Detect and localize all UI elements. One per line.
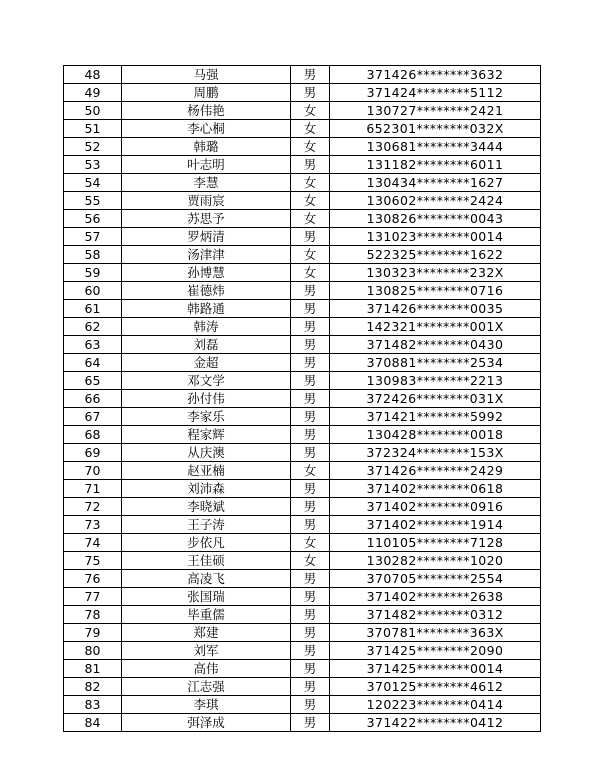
name-cell: 苏思予 bbox=[122, 210, 291, 228]
gender-cell: 女 bbox=[291, 138, 330, 156]
row-number-cell: 65 bbox=[64, 372, 122, 390]
row-number-cell: 51 bbox=[64, 120, 122, 138]
id-number-cell: 130428********0018 bbox=[330, 426, 541, 444]
name-cell: 张国瑞 bbox=[122, 588, 291, 606]
name-cell: 赵亚楠 bbox=[122, 462, 291, 480]
name-cell: 郑建 bbox=[122, 624, 291, 642]
table-row bbox=[64, 210, 541, 228]
id-number-cell: 370781********363X bbox=[330, 624, 541, 642]
id-number-cell: 130681********3444 bbox=[330, 138, 541, 156]
gender-cell: 男 bbox=[291, 282, 330, 300]
id-number-cell: 371402********0916 bbox=[330, 498, 541, 516]
id-number-cell: 110105********7128 bbox=[330, 534, 541, 552]
name-cell: 马强 bbox=[122, 66, 291, 84]
name-cell: 汤津津 bbox=[122, 246, 291, 264]
table-row bbox=[64, 264, 541, 282]
row-number-cell: 50 bbox=[64, 102, 122, 120]
table-row bbox=[64, 354, 541, 372]
gender-cell: 女 bbox=[291, 552, 330, 570]
table-row bbox=[64, 426, 541, 444]
table-row bbox=[64, 300, 541, 318]
row-number-cell: 76 bbox=[64, 570, 122, 588]
table-row bbox=[64, 282, 541, 300]
table-row bbox=[64, 192, 541, 210]
id-number-cell: 131023********0014 bbox=[330, 228, 541, 246]
name-cell: 孙付伟 bbox=[122, 390, 291, 408]
row-number-cell: 52 bbox=[64, 138, 122, 156]
gender-cell: 女 bbox=[291, 264, 330, 282]
gender-cell: 男 bbox=[291, 714, 330, 732]
gender-cell: 男 bbox=[291, 336, 330, 354]
row-number-cell: 66 bbox=[64, 390, 122, 408]
table-row bbox=[64, 660, 541, 678]
row-number-cell: 55 bbox=[64, 192, 122, 210]
id-number-cell: 370705********2554 bbox=[330, 570, 541, 588]
row-number-cell: 71 bbox=[64, 480, 122, 498]
id-number-cell: 371426********3632 bbox=[330, 66, 541, 84]
table-row bbox=[64, 570, 541, 588]
row-number-cell: 59 bbox=[64, 264, 122, 282]
row-number-cell: 67 bbox=[64, 408, 122, 426]
id-number-cell: 120223********0414 bbox=[330, 696, 541, 714]
name-cell: 杨伟艳 bbox=[122, 102, 291, 120]
id-number-cell: 130983********2213 bbox=[330, 372, 541, 390]
row-number-cell: 77 bbox=[64, 588, 122, 606]
name-cell: 李心桐 bbox=[122, 120, 291, 138]
id-number-cell: 372426********031X bbox=[330, 390, 541, 408]
name-cell: 韩涛 bbox=[122, 318, 291, 336]
id-number-cell: 371402********0618 bbox=[330, 480, 541, 498]
gender-cell: 男 bbox=[291, 606, 330, 624]
table-row bbox=[64, 462, 541, 480]
name-cell: 高凌飞 bbox=[122, 570, 291, 588]
table-row bbox=[64, 408, 541, 426]
name-cell: 李琪 bbox=[122, 696, 291, 714]
table-row bbox=[64, 228, 541, 246]
table-row bbox=[64, 534, 541, 552]
id-number-cell: 371421********5992 bbox=[330, 408, 541, 426]
name-cell: 李晓斌 bbox=[122, 498, 291, 516]
id-number-cell: 370125********4612 bbox=[330, 678, 541, 696]
name-cell: 孙博慧 bbox=[122, 264, 291, 282]
id-number-cell: 370881********2534 bbox=[330, 354, 541, 372]
row-number-cell: 57 bbox=[64, 228, 122, 246]
table-row bbox=[64, 156, 541, 174]
row-number-cell: 69 bbox=[64, 444, 122, 462]
roster-table-body bbox=[64, 66, 541, 732]
id-number-cell: 371426********2429 bbox=[330, 462, 541, 480]
name-cell: 李家乐 bbox=[122, 408, 291, 426]
table-row bbox=[64, 120, 541, 138]
row-number-cell: 83 bbox=[64, 696, 122, 714]
gender-cell: 男 bbox=[291, 372, 330, 390]
table-row bbox=[64, 372, 541, 390]
name-cell: 程家辉 bbox=[122, 426, 291, 444]
name-cell: 弭泽成 bbox=[122, 714, 291, 732]
table-row bbox=[64, 390, 541, 408]
table-row bbox=[64, 624, 541, 642]
id-number-cell: 372324********153X bbox=[330, 444, 541, 462]
row-number-cell: 79 bbox=[64, 624, 122, 642]
gender-cell: 女 bbox=[291, 120, 330, 138]
gender-cell: 男 bbox=[291, 624, 330, 642]
name-cell: 从庆澳 bbox=[122, 444, 291, 462]
gender-cell: 男 bbox=[291, 84, 330, 102]
name-cell: 邓文学 bbox=[122, 372, 291, 390]
row-number-cell: 64 bbox=[64, 354, 122, 372]
table-row bbox=[64, 714, 541, 732]
name-cell: 王佳硕 bbox=[122, 552, 291, 570]
id-number-cell: 130727********2421 bbox=[330, 102, 541, 120]
name-cell: 王子涛 bbox=[122, 516, 291, 534]
table-row bbox=[64, 696, 541, 714]
row-number-cell: 58 bbox=[64, 246, 122, 264]
gender-cell: 女 bbox=[291, 102, 330, 120]
name-cell: 刘军 bbox=[122, 642, 291, 660]
row-number-cell: 62 bbox=[64, 318, 122, 336]
gender-cell: 男 bbox=[291, 570, 330, 588]
table-row bbox=[64, 678, 541, 696]
gender-cell: 男 bbox=[291, 516, 330, 534]
id-number-cell: 522325********1622 bbox=[330, 246, 541, 264]
id-number-cell: 130825********0716 bbox=[330, 282, 541, 300]
id-number-cell: 371402********1914 bbox=[330, 516, 541, 534]
table-row bbox=[64, 552, 541, 570]
id-number-cell: 130323********232X bbox=[330, 264, 541, 282]
gender-cell: 男 bbox=[291, 66, 330, 84]
name-cell: 刘磊 bbox=[122, 336, 291, 354]
gender-cell: 男 bbox=[291, 354, 330, 372]
row-number-cell: 80 bbox=[64, 642, 122, 660]
table-row bbox=[64, 516, 541, 534]
roster-table bbox=[63, 65, 541, 732]
id-number-cell: 371482********0430 bbox=[330, 336, 541, 354]
gender-cell: 男 bbox=[291, 696, 330, 714]
gender-cell: 女 bbox=[291, 246, 330, 264]
row-number-cell: 70 bbox=[64, 462, 122, 480]
table-row bbox=[64, 246, 541, 264]
table-row bbox=[64, 480, 541, 498]
gender-cell: 女 bbox=[291, 210, 330, 228]
table-row bbox=[64, 174, 541, 192]
name-cell: 步依凡 bbox=[122, 534, 291, 552]
gender-cell: 女 bbox=[291, 192, 330, 210]
name-cell: 韩路通 bbox=[122, 300, 291, 318]
id-number-cell: 371425********2090 bbox=[330, 642, 541, 660]
gender-cell: 男 bbox=[291, 318, 330, 336]
id-number-cell: 131182********6011 bbox=[330, 156, 541, 174]
id-number-cell: 652301********032X bbox=[330, 120, 541, 138]
row-number-cell: 73 bbox=[64, 516, 122, 534]
gender-cell: 男 bbox=[291, 390, 330, 408]
gender-cell: 男 bbox=[291, 156, 330, 174]
id-number-cell: 371425********0014 bbox=[330, 660, 541, 678]
id-number-cell: 142321********001X bbox=[330, 318, 541, 336]
row-number-cell: 74 bbox=[64, 534, 122, 552]
gender-cell: 男 bbox=[291, 444, 330, 462]
row-number-cell: 60 bbox=[64, 282, 122, 300]
id-number-cell: 371422********0412 bbox=[330, 714, 541, 732]
id-number-cell: 371402********2638 bbox=[330, 588, 541, 606]
table-row bbox=[64, 588, 541, 606]
row-number-cell: 48 bbox=[64, 66, 122, 84]
name-cell: 高伟 bbox=[122, 660, 291, 678]
name-cell: 金超 bbox=[122, 354, 291, 372]
name-cell: 崔德炜 bbox=[122, 282, 291, 300]
row-number-cell: 82 bbox=[64, 678, 122, 696]
name-cell: 周鹏 bbox=[122, 84, 291, 102]
table-row bbox=[64, 84, 541, 102]
id-number-cell: 130826********0043 bbox=[330, 210, 541, 228]
table-row bbox=[64, 138, 541, 156]
name-cell: 刘沛森 bbox=[122, 480, 291, 498]
gender-cell: 女 bbox=[291, 534, 330, 552]
id-number-cell: 130282********1020 bbox=[330, 552, 541, 570]
name-cell: 江志强 bbox=[122, 678, 291, 696]
row-number-cell: 84 bbox=[64, 714, 122, 732]
id-number-cell: 371424********5112 bbox=[330, 84, 541, 102]
id-number-cell: 371482********0312 bbox=[330, 606, 541, 624]
name-cell: 毕重儒 bbox=[122, 606, 291, 624]
gender-cell: 男 bbox=[291, 228, 330, 246]
gender-cell: 男 bbox=[291, 300, 330, 318]
row-number-cell: 72 bbox=[64, 498, 122, 516]
gender-cell: 男 bbox=[291, 426, 330, 444]
gender-cell: 男 bbox=[291, 588, 330, 606]
table-row bbox=[64, 498, 541, 516]
table-row bbox=[64, 318, 541, 336]
id-number-cell: 130602********2424 bbox=[330, 192, 541, 210]
gender-cell: 男 bbox=[291, 642, 330, 660]
gender-cell: 男 bbox=[291, 498, 330, 516]
name-cell: 韩璐 bbox=[122, 138, 291, 156]
row-number-cell: 78 bbox=[64, 606, 122, 624]
name-cell: 贾雨宸 bbox=[122, 192, 291, 210]
table-row bbox=[64, 606, 541, 624]
row-number-cell: 63 bbox=[64, 336, 122, 354]
name-cell: 李慧 bbox=[122, 174, 291, 192]
name-cell: 叶志明 bbox=[122, 156, 291, 174]
gender-cell: 男 bbox=[291, 480, 330, 498]
gender-cell: 男 bbox=[291, 408, 330, 426]
table-row bbox=[64, 642, 541, 660]
gender-cell: 女 bbox=[291, 174, 330, 192]
table-row bbox=[64, 336, 541, 354]
table-row bbox=[64, 444, 541, 462]
name-cell: 罗炳清 bbox=[122, 228, 291, 246]
gender-cell: 女 bbox=[291, 462, 330, 480]
row-number-cell: 54 bbox=[64, 174, 122, 192]
table-row bbox=[64, 66, 541, 84]
row-number-cell: 68 bbox=[64, 426, 122, 444]
table-row bbox=[64, 102, 541, 120]
id-number-cell: 371426********0035 bbox=[330, 300, 541, 318]
row-number-cell: 61 bbox=[64, 300, 122, 318]
row-number-cell: 81 bbox=[64, 660, 122, 678]
gender-cell: 男 bbox=[291, 660, 330, 678]
row-number-cell: 53 bbox=[64, 156, 122, 174]
row-number-cell: 49 bbox=[64, 84, 122, 102]
gender-cell: 男 bbox=[291, 678, 330, 696]
row-number-cell: 75 bbox=[64, 552, 122, 570]
row-number-cell: 56 bbox=[64, 210, 122, 228]
id-number-cell: 130434********1627 bbox=[330, 174, 541, 192]
